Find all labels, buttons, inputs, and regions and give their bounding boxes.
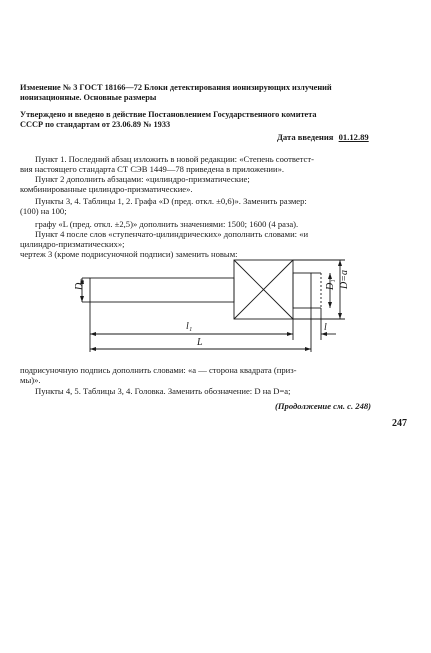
- amendment-title-line2: ионизационные. Основные размеры: [20, 93, 157, 102]
- paragraph-6: Пункты 4, 5. Таблицы 3, 4. Головка. Заменить обозначение: D на D=a;: [35, 386, 291, 396]
- paragraph-3-line1: Пункты 3, 4. Таблицы 1, 2. Графа «D (пред. откл. ±0,6)». Заменить размер:: [35, 196, 307, 206]
- approval-line2: СССР по стандартам от 23.06.89 № 1933: [20, 120, 171, 129]
- page-number: 247: [392, 418, 407, 429]
- paragraph-2-line1: Пункт 2 дополнить абзацами: «цилиндро-призматические;: [35, 174, 250, 184]
- amendment-title-line1: Изменение № 3 ГОСТ 18166—72 Блоки детектирования ионизирующих излучений: [20, 83, 332, 92]
- paragraph-5-line1: подрисуночную подпись дополнить словами: «a — сторона квадрата (приз-: [20, 365, 297, 375]
- paragraph-4-line3: чертеж 3 (кроме подрисуночной подписи) заменить новым:: [20, 249, 238, 259]
- paragraph-3-line3: графу «L (пред. откл. ±2,5)» дополнить значениями: 1500; 1600 (4 раза).: [35, 219, 299, 229]
- label-d1: D₁: [325, 279, 336, 290]
- paragraph-4-line2: цилиндро-призматических»;: [20, 239, 125, 249]
- label-l1: l₁: [186, 321, 193, 332]
- paragraph-4-line1: Пункт 4 после слов «ступенчато-цилиндрических» дополнить словами: «и: [35, 229, 309, 239]
- end-cylinder: [293, 273, 311, 308]
- paragraph-1-line2: вия настоящего стандарта СТ СЭВ 1449—78 приведена в приложении».: [20, 164, 285, 174]
- paragraph-1-line1: Пункт 1. Последний абзац изложить в новой редакции: «Степень соответст-: [35, 154, 314, 164]
- label-d2: D₂: [74, 279, 85, 290]
- paragraph-2-line2: комбинированные цилиндро-призматические».: [20, 184, 193, 194]
- effective-date-label: Дата введения: [277, 132, 334, 142]
- cylinder-body: [90, 278, 234, 302]
- label-d-eq-a: D=a: [339, 270, 350, 289]
- paragraph-5-line2: мы)».: [20, 375, 41, 385]
- continued-note: (Продолжение см. с. 248): [275, 401, 372, 411]
- label-L: L: [197, 337, 203, 348]
- label-l: l: [324, 322, 327, 333]
- approval-line1: Утверждено и введено в действие Постановлением Государственного комитета: [20, 110, 317, 119]
- effective-date-value: 01.12.89: [338, 132, 369, 142]
- paragraph-3-line2: (100) на 100;: [20, 206, 67, 216]
